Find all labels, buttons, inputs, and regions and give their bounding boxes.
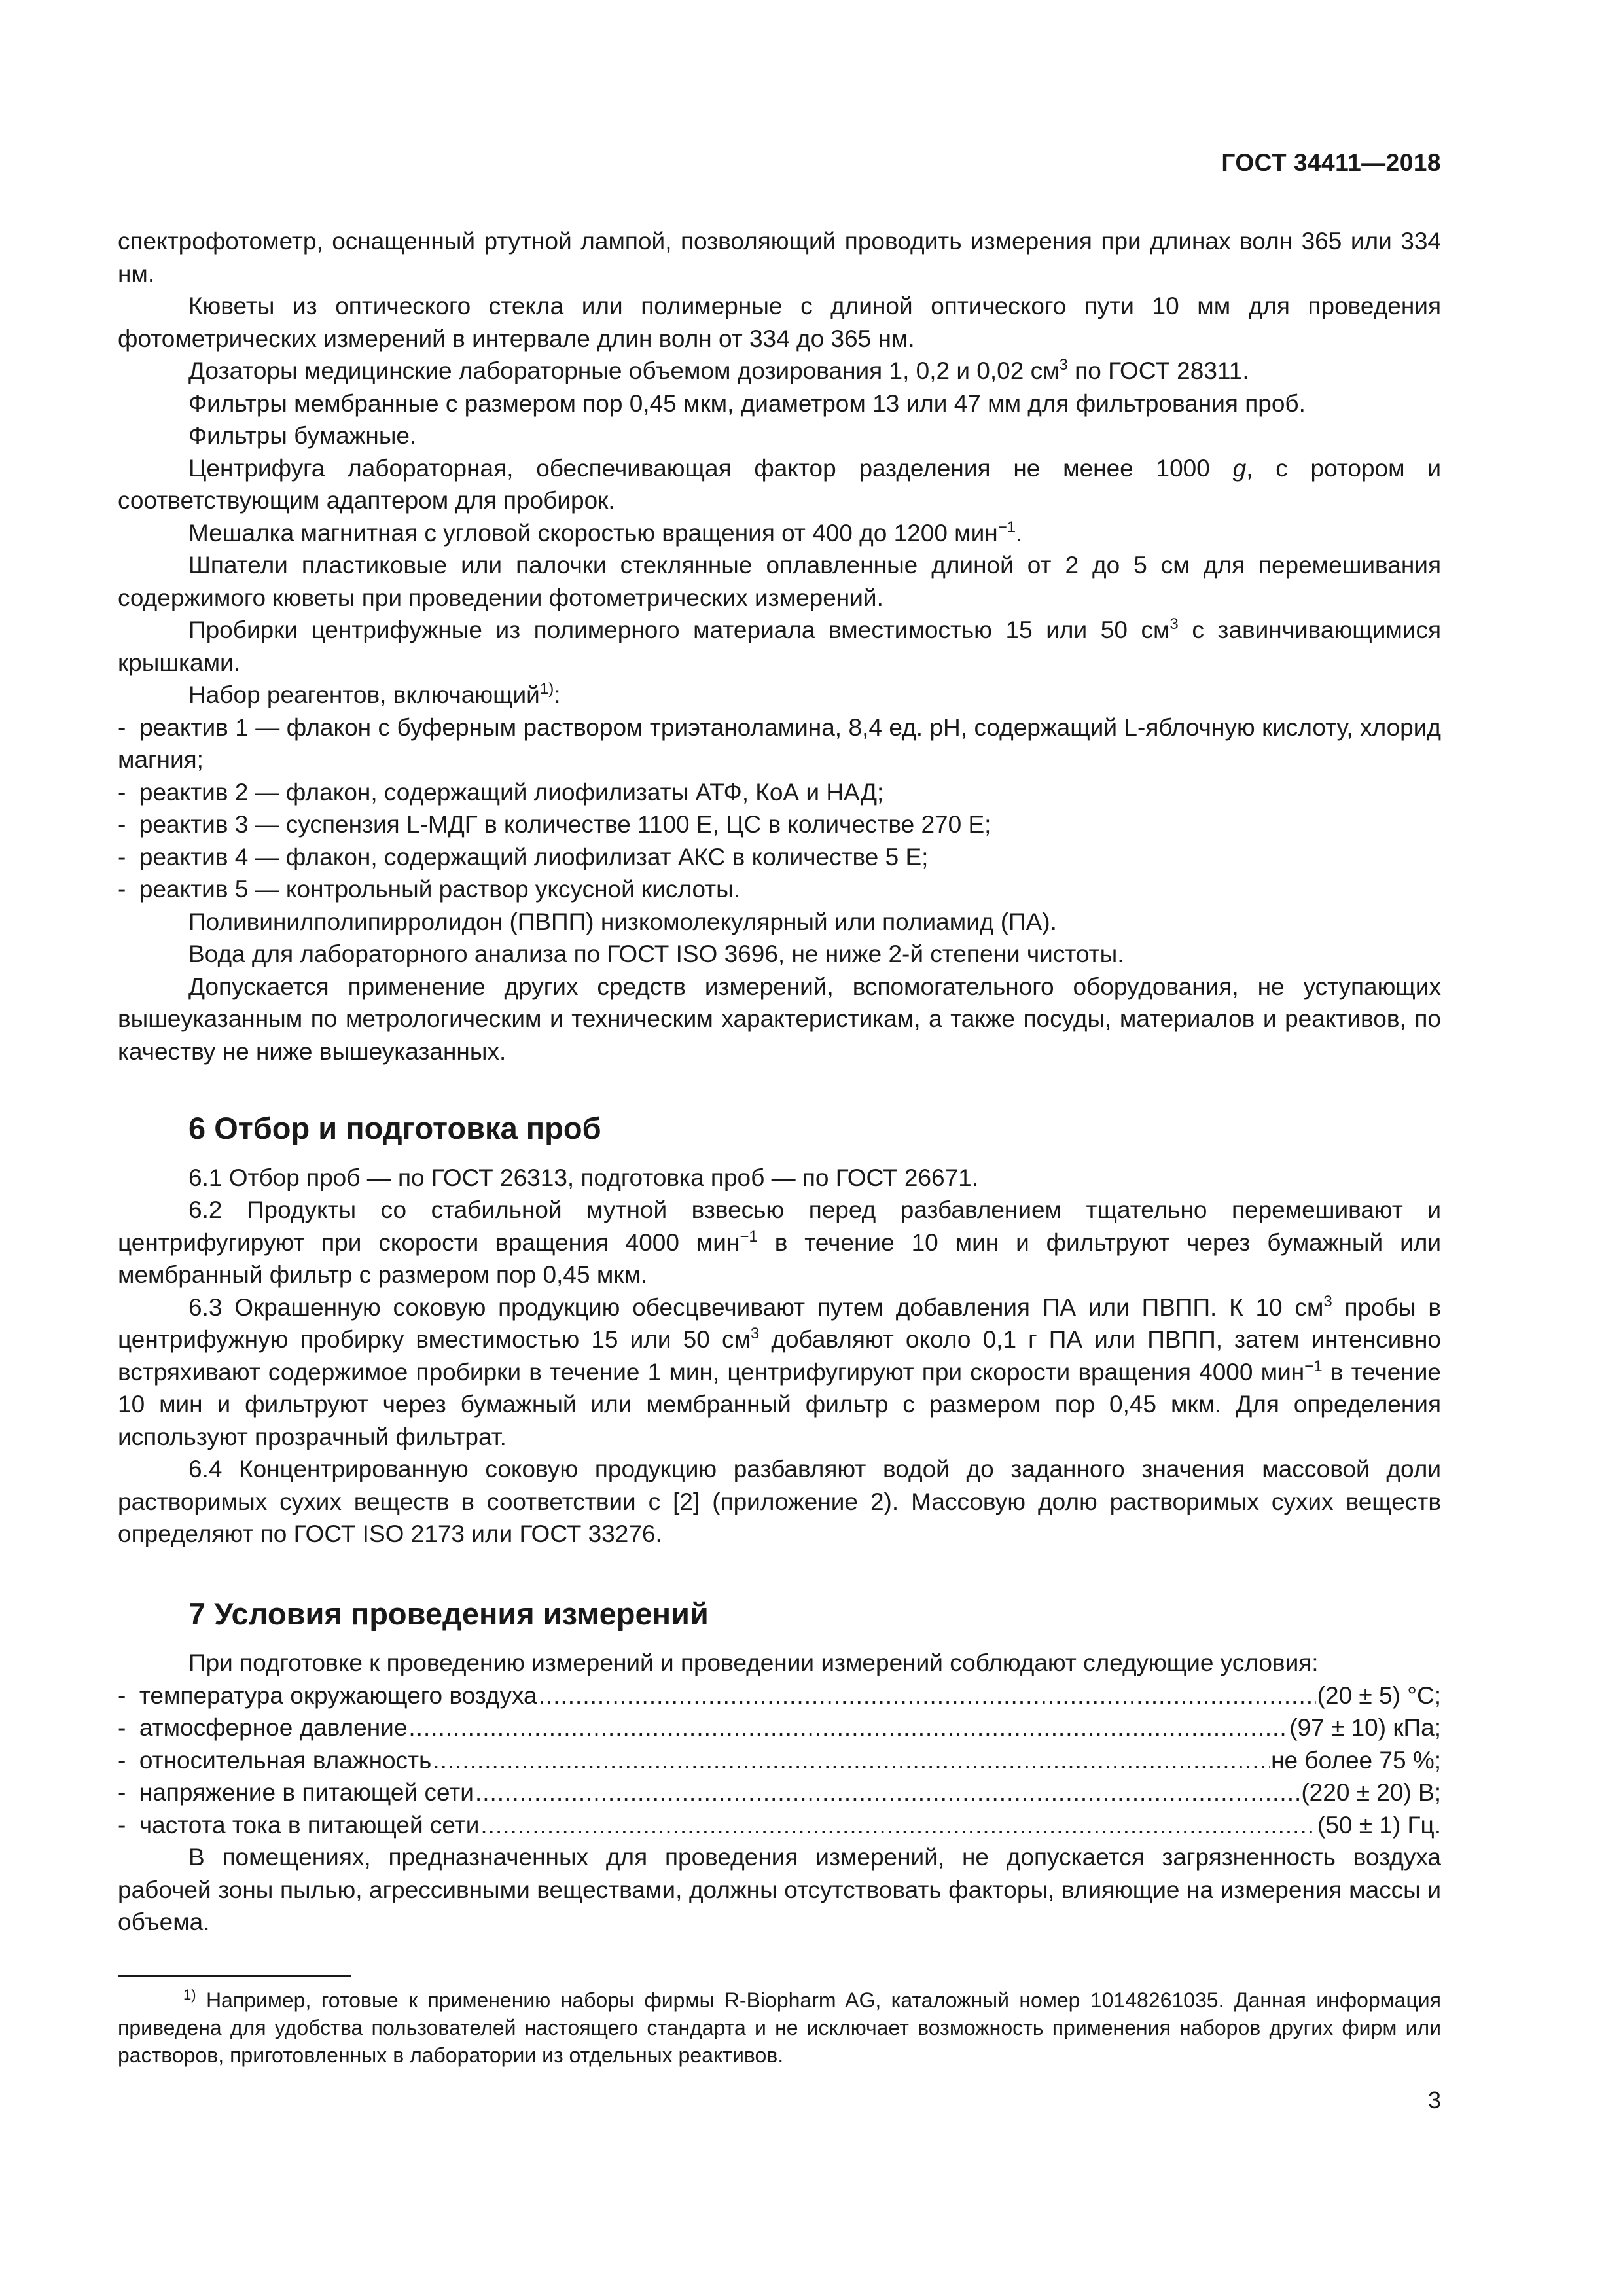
paragraph: При подготовке к проведению измерений и проведении измерений соблюдают следующие условия: (188, 1649, 1319, 1676)
list-item: - реактив 4 — флакон, содержащий лиофилизат АКС в количестве 5 Е; (118, 841, 1441, 874)
paragraph: 6.3 Окрашенную соковую продукцию обесцвечивают путем добавления ПА или ПВПП. К 10 $см^3$ пробы в центрифужную пробирку вместимостью 15 или 50 $см^3$ добавляют около 0,1 г ПА или ПВПП, затем интенсивно встряхивают содержимое пробирки в течение 1 мин, центрифугируют при скорости вращения 4000 мин$^{-1}$ в течение 10 мин и фильтруют через бумажный или мембранный фильтр с размером пор 0,45 мкм. Для определения используют прозрачный фильтрат. (118, 1292, 1441, 1450)
paragraph: Кюветы из оптического стекла или полимерные с длиной оптического пути 10 мм для проведения фотометрических измерений в интервале длин волн от 334 до 365 нм. (118, 293, 1441, 352)
paragraph: Мешалка магнитная с угловой скоростью вращения от 400 до 1200 мин$^{-1}$. (188, 518, 1023, 547)
condition-item (118, 1809, 1441, 1842)
condition-label: - напряжение в питающей сети (118, 1779, 474, 1806)
condition-value: (50 ± 1) Гц. (1317, 1811, 1441, 1839)
paragraph: спектрофотометр, оснащенный ртутной лампой, позволяющий проводить измерения при длинах волн 365 или 334 нм. (118, 228, 1441, 287)
footnote-text: $^{1)}$ Например, готовые к применению наборы фирмы R-Biopharm AG, каталожный номер 10148261035. Данная информация приведена для удобства пользователей настоящего стандарта и не исключает возможность применения наборов других фирм или растворов, приготовленных в лаборатории из отдельных реактивов. (118, 1986, 1441, 2067)
page-number: 3 (1427, 2087, 1441, 2113)
paragraph: Поливинилполипирролидон (ПВПП) низкомолекулярный или полиамид (ПА). (188, 908, 1057, 935)
condition-value: не более 75 %; (1271, 1746, 1441, 1774)
paragraph: 6.1 Отбор проб — по ГОСТ 26313, подготовка проб — по ГОСТ 26671. (188, 1164, 979, 1191)
list-item: - реактив 1 — флакон с буферным раствором триэтаноламина, 8,4 ед. pH, содержащий L-яблочную кислоту, хлорид магния; (118, 711, 1441, 776)
footnote-reference: 1) (539, 680, 554, 698)
paragraph: 6.2 Продукты со стабильной мутной взвесью перед разбавлением тщательно перемешивают и центрифугируют при скорости вращения 4000 мин$^{-1}$ в течение 10 мин и фильтруют через бумажный или мембранный фильтр с размером пор 0,45 мкм. (118, 1196, 1441, 1288)
footnote-mark: 1) (183, 1986, 196, 2003)
list-item: - реактив 2 — флакон, содержащий лиофилизаты АТФ, КоА и НАД; (118, 776, 1441, 809)
paragraph: Допускается применение других средств измерений, вспомогательного оборудования, не уступающих вышеуказанным по метрологическим и техническим характеристикам, а также посуды, материалов и реактивов, по качеству не ниже вышеуказанных. (118, 973, 1441, 1065)
leader-dots (433, 1744, 1270, 1777)
section-heading: 7 Условия проведения измерений (188, 1596, 709, 1631)
condition-item (118, 1744, 1441, 1777)
leader-dots (475, 1776, 1300, 1809)
paragraph: 6.4 Концентрированную соковую продукцию разбавляют водой до заданного значения массовой доли растворимых сухих веществ в соответствии с [2] (приложение 2). Массовую долю растворимых сухих веществ определяют по ГОСТ ISO 2173 или ГОСТ 33276. (118, 1456, 1441, 1547)
condition-label: - частота тока в питающей сети (118, 1811, 480, 1839)
paragraph: Пробирки центрифужные из полимерного материала вместимостью 15 или 50 $см^3$ с завинчивающимися крышками. (118, 615, 1442, 676)
condition-label: - относительная влажность (118, 1746, 432, 1774)
list-item: - реактив 3 — суспензия L-МДГ в количестве 1100 Е, ЦС в количестве 270 Е; (118, 808, 1441, 841)
condition-item (118, 1679, 1441, 1712)
paragraph: Вода для лабораторного анализа по ГОСТ ISO 3696, не ниже 2-й степени чистоты. (188, 941, 1124, 967)
standard-number-header: ГОСТ 34411—2018 (1221, 149, 1441, 176)
conditions-list (118, 1679, 1441, 1842)
footnote (118, 1986, 1441, 2069)
paragraph: В помещениях, предназначенных для проведения измерений, не допускается загрязненность воздуха рабочей зоны пылью, агрессивными веществами, должны отсутствовать факторы, влияющие на измерения массы и объема. (118, 1844, 1441, 1935)
footnote-separator (118, 1975, 351, 1977)
page-content (118, 225, 1441, 1939)
condition-value: (20 ± 5) °С; (1317, 1681, 1441, 1709)
paragraph: Дозаторы медицинские лабораторные объемом дозирования 1, 0,2 и 0,02 $см^3$ по ГОСТ 28311. (188, 356, 1249, 384)
condition-value: (220 ± 20) В; (1301, 1779, 1441, 1806)
list-item: - реактив 5 — контрольный раствор уксусной кислоты. (118, 873, 1441, 906)
section-heading: 6 Отбор и подготовка проб (188, 1111, 601, 1145)
condition-value: (97 ± 10) кПа; (1289, 1714, 1441, 1741)
condition-item (118, 1712, 1441, 1744)
condition-label: - атмосферное давление (118, 1714, 408, 1741)
paragraph: Шпатели пластиковые или палочки стеклянные оплавленные длиной от 2 до 5 см для перемешивания содержимого кюветы при проведении фотометрических измерений. (118, 552, 1441, 611)
paragraph: Фильтры бумажные. (188, 422, 417, 449)
paragraph: Набор реагентов, включающий$^{1)}$: (188, 680, 561, 708)
paragraph: Центрифуга лабораторная, обеспечивающая фактор разделения не менее 1000 g, с ротором и соответствующим адаптером для пробирок. (118, 454, 1442, 514)
leader-dots (539, 1679, 1316, 1712)
condition-item (118, 1776, 1441, 1809)
leader-dots (480, 1809, 1316, 1842)
paragraph: Фильтры мембранные с размером пор 0,45 мкм, диаметром 13 или 47 мм для фильтрования проб. (188, 389, 1306, 417)
leader-dots (408, 1712, 1288, 1744)
condition-label: - температура окружающего воздуха (118, 1681, 537, 1709)
